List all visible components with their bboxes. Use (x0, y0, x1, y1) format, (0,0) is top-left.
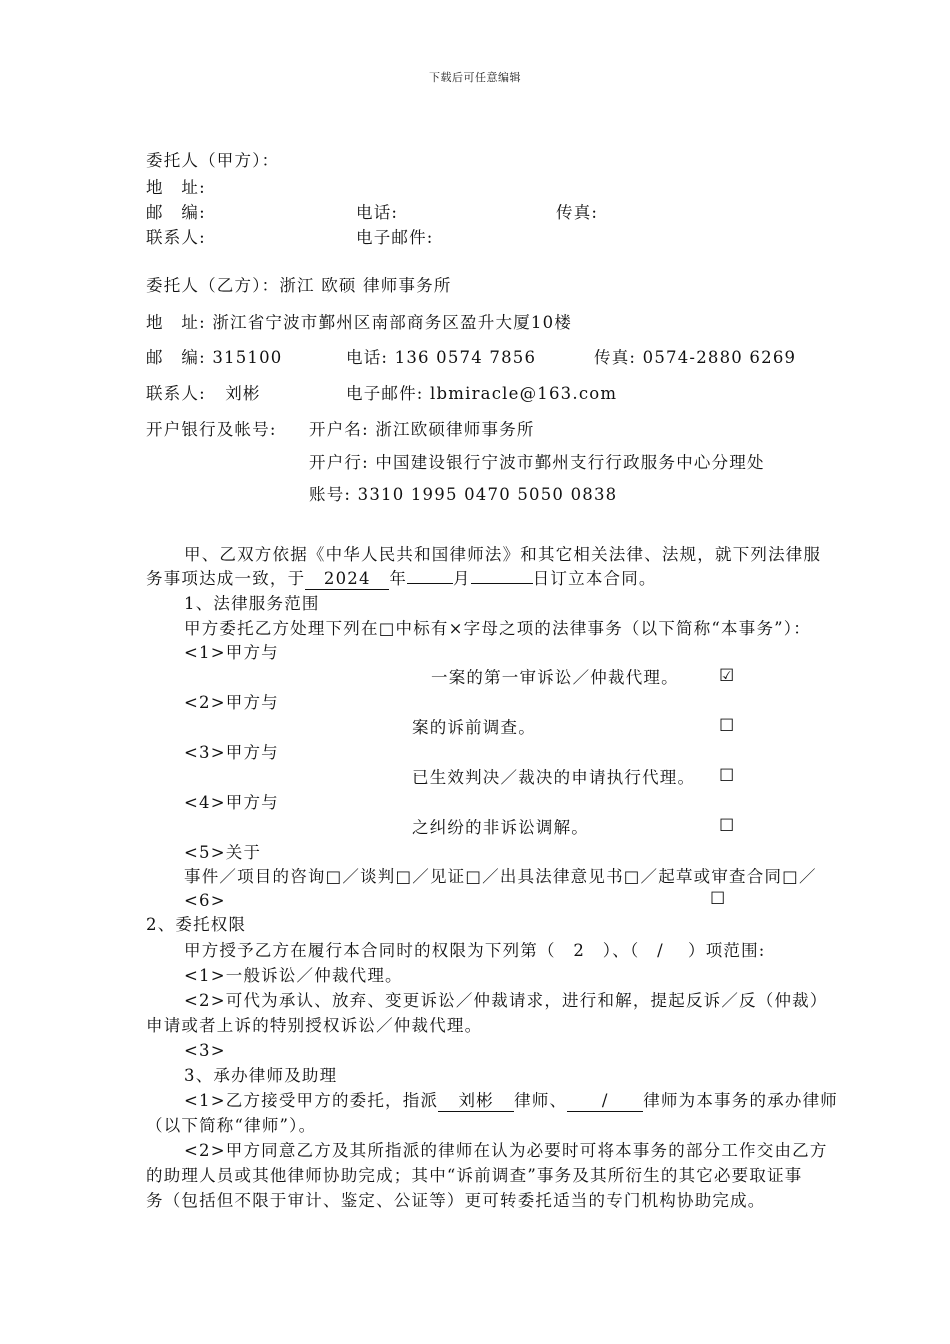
party-b-name: 浙江 欧硕 律师事务所 (279, 276, 452, 295)
item3-checkbox[interactable]: ☐ (719, 766, 735, 786)
section2-item1: <1>一般诉讼／仲裁代理。 (184, 966, 403, 985)
section3-item2-line3: 务（包括但不限于审计、鉴定、公证等）更可转委托适当的专门机构协助完成。 (146, 1191, 766, 1210)
party-b-address-row (146, 315, 572, 332)
bank-branch-row (309, 455, 765, 472)
party-a-phone-label: 电话: (356, 203, 399, 222)
item1-prefix: <1>甲方与 (184, 643, 279, 662)
year-unit: 年 (389, 569, 408, 588)
party-a-contact-label: 联系人: (146, 228, 206, 247)
party-b-fax: 0574-2880 6269 (642, 348, 797, 367)
account-name-row (309, 422, 535, 439)
item3-text: 已生效判决／裁决的申请执行代理。 (412, 768, 696, 787)
party-a-fax-label: 传真: (556, 203, 599, 222)
item1-checkbox[interactable]: ☑ (719, 666, 735, 686)
party-b-email: lbmiracle@163.com (430, 384, 618, 403)
item1-text: 一案的第一审诉讼／仲裁代理。 (431, 668, 679, 687)
party-b-email-label: 电子邮件: (346, 384, 424, 403)
section1-desc: 甲方委托乙方处理下列在□中标有×字母之项的法律事务（以下简称“本事务”）： (184, 619, 811, 638)
month-unit: 月 (453, 569, 471, 588)
section3-title: 3、承办律师及助理 (184, 1066, 338, 1085)
party-b-fax-label: 传真: (594, 348, 637, 367)
section2-item3: <3> (184, 1041, 226, 1060)
intro-line1: 甲、乙双方依据《中华人民共和国律师法》和其它相关法律、法规，就下列法律服 (184, 545, 822, 564)
bank-branch-label: 开户行: (309, 453, 369, 472)
party-b-email-row (346, 386, 617, 403)
contract-month (407, 582, 453, 584)
section1-title: 1、法律服务范围 (184, 594, 320, 613)
section3-item2-line1: <2>甲方同意乙方及其所指派的律师在认为必要时可将本事务的部分工作交由乙方 (184, 1141, 828, 1160)
section3-item1-line1 (184, 1093, 838, 1112)
party-b-postcode: 315100 (212, 348, 283, 367)
intro-prefix: 务事项达成一致，于 (146, 569, 306, 588)
party-b-title-row (146, 278, 452, 295)
contract-year: 2024 (305, 571, 389, 590)
account-no-label: 账号: (309, 485, 352, 504)
party-b-fax-row (594, 350, 796, 367)
item4-text: 之纠纷的非诉讼调解。 (412, 818, 589, 837)
party-b-contact-row (146, 386, 261, 403)
party-b-bank-label: 开户银行及帐号: (146, 420, 277, 439)
item2-checkbox[interactable]: ☐ (719, 716, 735, 736)
item3-prefix: <3>甲方与 (184, 743, 279, 762)
item2-text: 案的诉前调查。 (412, 718, 536, 737)
section2-desc: 甲方授予乙方在履行本合同时的权限为下列第（ 2 ）、（ / ）项范围: (184, 941, 766, 960)
party-a-postcode-label: 邮 编: (146, 203, 206, 222)
party-b-address: 浙江省宁波市鄞州区南部商务区盈升大厦10楼 (212, 313, 573, 332)
party-b-phone-row (346, 350, 536, 367)
section3-item1-suffix: 律师为本事务的承办律师 (643, 1091, 838, 1110)
section3-item2-line2: 的助理人员或其他律师协助完成；其中“诉前调查”事务及其所衍生的其它必要取证事 (146, 1166, 803, 1185)
lawyer-1: 刘彬 (438, 1093, 514, 1112)
item2-prefix: <2>甲方与 (184, 693, 279, 712)
party-a-address-label: 地 址: (146, 178, 206, 197)
intro-suffix: 日订立本合同。 (532, 569, 657, 588)
item4-checkbox[interactable]: ☐ (719, 816, 735, 836)
party-a-title: 委托人（甲方）： (146, 151, 280, 170)
item6-prefix: <6> (184, 891, 226, 910)
party-b-postcode-row (146, 350, 283, 367)
section2-title: 2、委托权限 (146, 915, 247, 934)
page-header: 下载后可任意编辑 (429, 71, 521, 84)
account-no: 3310 1995 0470 5050 0838 (357, 485, 618, 504)
section2-item2-line2: 申请或者上诉的特别授权诉讼／仲裁代理。 (146, 1016, 483, 1035)
item5-text: 事件／项目的咨询□／谈判□／见证□／出具法律意见书□／起草或审查合同□／ (184, 867, 817, 886)
section3-item1-line2: （以下简称“律师”）。 (146, 1116, 317, 1135)
section2-item2-line1: <2>可代为承认、放弃、变更诉讼／仲裁请求，进行和解，提起反诉／反（仲裁） (184, 991, 828, 1010)
party-b-phone-label: 电话: (346, 348, 389, 367)
party-b-title: 委托人（乙方）： (146, 276, 280, 295)
account-no-row (309, 487, 617, 504)
account-name: 浙江欧硕律师事务所 (375, 420, 535, 439)
item5-prefix: <5>关于 (184, 843, 262, 862)
section3-item1-prefix: <1>乙方接受甲方的委托，指派 (184, 1091, 439, 1110)
party-a-email-label: 电子邮件: (356, 228, 434, 247)
item4-prefix: <4>甲方与 (184, 793, 279, 812)
item6-checkbox[interactable]: ☐ (710, 889, 726, 909)
party-b-contact: 刘彬 (225, 384, 261, 403)
intro-line2 (146, 571, 657, 590)
lawyer-2: / (567, 1093, 643, 1112)
party-b-contact-label: 联系人: (146, 384, 206, 403)
bank-branch: 中国建设银行宁波市鄞州支行行政服务中心分理处 (375, 453, 765, 472)
account-name-label: 开户名: (309, 420, 369, 439)
party-b-phone: 136 0574 7856 (394, 348, 537, 367)
contract-day (471, 582, 533, 584)
party-b-address-label: 地 址: (146, 313, 206, 332)
party-b-postcode-label: 邮 编: (146, 348, 206, 367)
section3-item1-mid: 律师、 (514, 1091, 568, 1110)
